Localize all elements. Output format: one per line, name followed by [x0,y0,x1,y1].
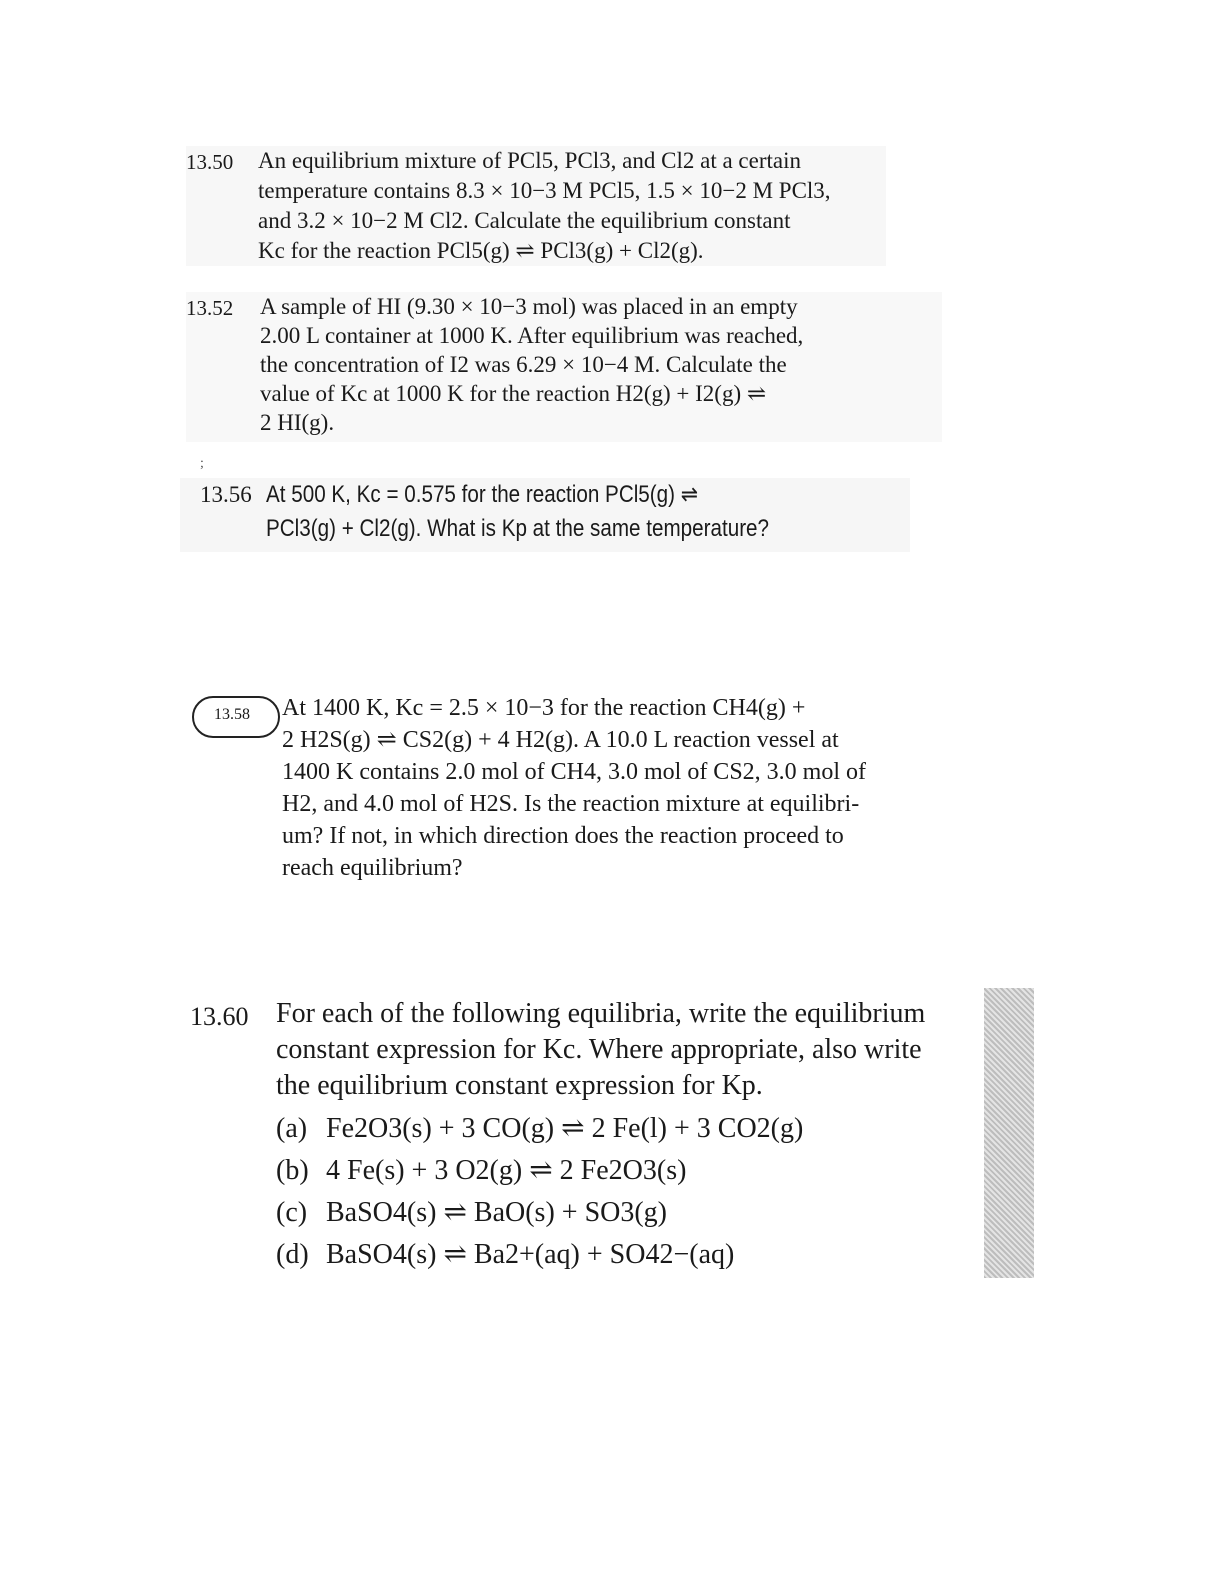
problem-line: For each of the following equilibria, write the equilibrium [276,998,926,1029]
problem-line: 2.00 L container at 1000 K. After equilibrium was reached, [260,323,804,348]
problem-line: reach equilibrium? [282,855,463,881]
problem-line: 1400 K contains 2.0 mol of CH4, 3.0 mol of CS2, 3.0 mol of [282,759,866,785]
problem-13-58 [192,692,962,892]
item-equation: BaSO4(s) ⇌ BaO(s) + SO3(g) [326,1197,668,1228]
item-label: (a) [276,1113,308,1144]
problem-line: Kc for the reaction PCl5(g) ⇌ PCl3(g) + Cl2(g). [258,238,704,263]
problem-text [260,292,803,437]
item-label: (d) [276,1239,309,1270]
problem-line: constant expression for Kc. Where appropriate, also write [276,1034,922,1065]
list-item [276,1234,803,1276]
item-equation: BaSO4(s) ⇌ Ba2+(aq) + SO42−(aq) [326,1239,735,1270]
problem-13-56 [180,478,910,552]
problem-line: temperature contains 8.3 × 10−3 M PCl5, 1.5 × 10−2 M PCl3, [258,178,831,203]
problem-line: An equilibrium mixture of PCl5, PCl3, and Cl2 at a certain [258,148,801,173]
problem-text [266,478,769,546]
list-item [276,1150,803,1192]
problem-line: 2 HI(g). [260,410,335,435]
problem-line: PCl3(g) + Cl2(g). What is Kp at the same temperature? [266,515,770,542]
problem-number: 13.60 [190,1002,249,1031]
problem-13-60 [190,996,1030,1296]
problem-line: H2, and 4.0 mol of H2S. Is the reaction mixture at equilibri- [282,791,860,817]
item-label: (c) [276,1197,308,1228]
problem-line: value of Kc at 1000 K for the reaction H2(g) + I2(g) ⇌ [260,381,767,406]
item-equation: Fe2O3(s) + 3 CO(g) ⇌ 2 Fe(l) + 3 CO2(g) [326,1113,804,1144]
list-item [276,1108,803,1150]
problem-text [258,146,831,266]
list-item [276,1192,803,1234]
problem-line: and 3.2 × 10−2 M Cl2. Calculate the equilibrium constant [258,208,791,233]
problem-13-52 [186,292,942,442]
equilibria-list [276,1108,803,1276]
margin-mark: ; [200,456,204,471]
problem-number: 13.50 [186,150,234,174]
problem-line: um? If not, in which direction does the reaction proceed to [282,823,844,849]
problem-number: 13.52 [186,296,234,320]
problem-line: A sample of HI (9.30 × 10−3 mol) was placed in an empty [260,294,798,319]
problem-text [282,692,866,884]
item-label: (b) [276,1155,309,1186]
item-equation: 4 Fe(s) + 3 O2(g) ⇌ 2 Fe2O3(s) [326,1155,687,1186]
problem-line: At 1400 K, Kc = 2.5 × 10−3 for the reaction CH4(g) + [282,695,806,721]
problem-line: the concentration of I2 was 6.29 × 10−4 M. Calculate the [260,352,787,377]
problem-number: 13.56 [200,482,252,507]
problem-number: 13.58 [214,706,250,723]
problem-line: 2 H2S(g) ⇌ CS2(g) + 4 H2(g). A 10.0 L reaction vessel at [282,727,839,753]
problem-line: the equilibrium constant expression for Kp. [276,1070,763,1101]
problem-line: At 500 K, Kc = 0.575 for the reaction PCl5(g) ⇌ [266,481,699,508]
problem-text [276,996,925,1104]
problem-13-50 [186,146,886,266]
